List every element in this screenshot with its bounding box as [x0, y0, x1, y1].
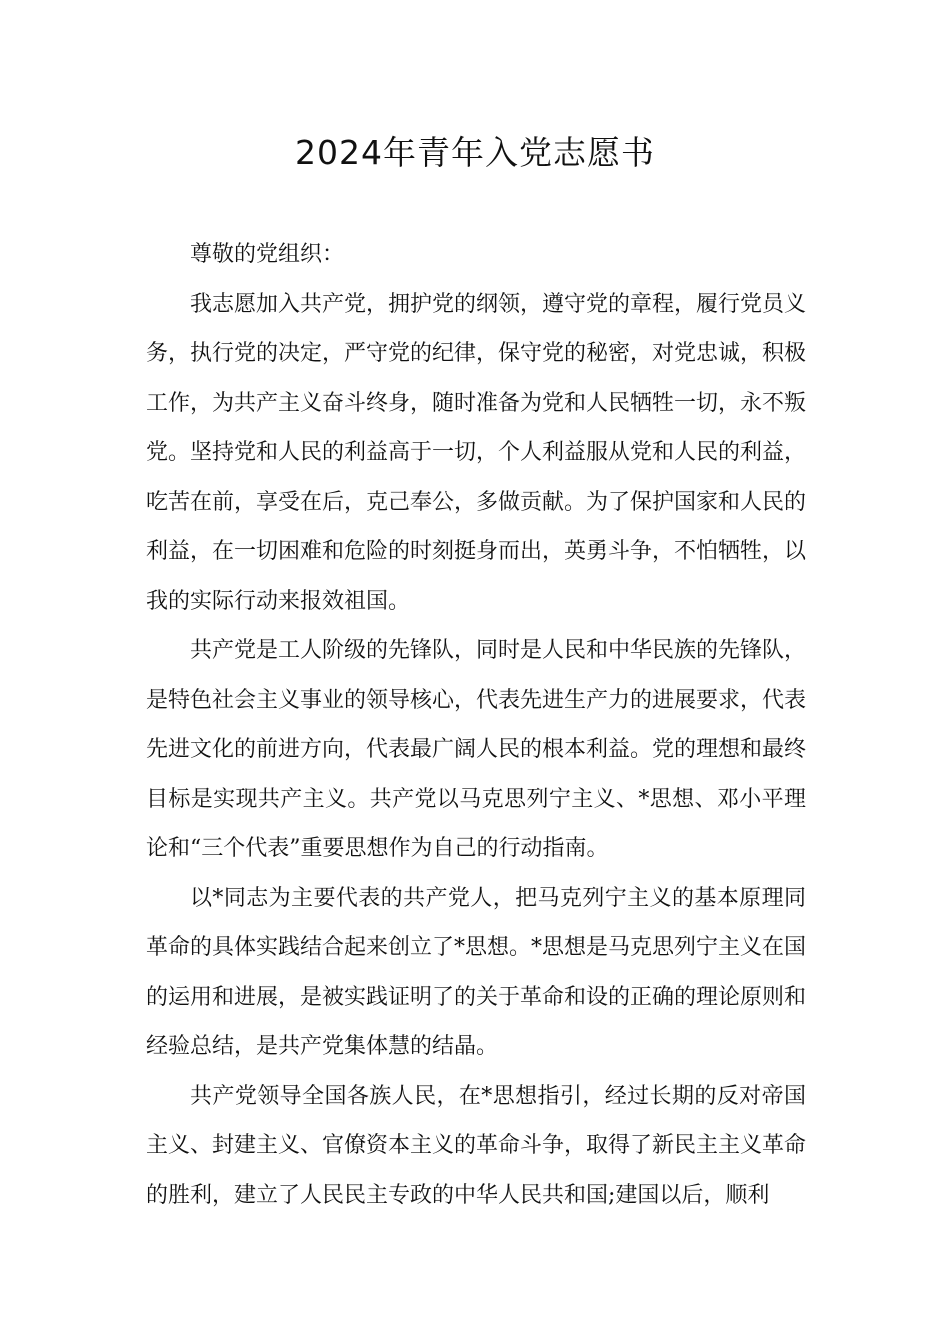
paragraph-4: 共产党领导全国各族人民，在*思想指引，经过长期的反对帝国主义、封建主义、官僚资本主义的革命斗争，取得了新民主主义革命的胜利，建立了人民民主专政的中华人民共和国;建国以后，顺利 [146, 1083, 806, 1208]
paragraph-3: 以*同志为主要代表的共产党人，把马克列宁主义的基本原理同革命的具体实践结合起来创立了*思想。*思想是马克思列宁主义在国的运用和进展，是被实践证明了的关于革命和设的正确的理论原则和经验总结，是共产党集体慧的结晶。 [146, 885, 807, 1059]
paragraph-1: 我志愿加入共产党，拥护党的纲领，遵守党的章程，履行党员义务，执行党的决定，严守党的纪律，保守党的秘密，对党忠诚，积极工作，为共产主义奋斗终身，随时准备为党和人民牺牲一切，永不叛党。坚持党和人民的利益高于一切，个人利益服从党和人民的利益，吃苦在前，享受在后，克己奉公，多做贡献。为了保护国家和人民的利益，在一切困难和危险的时刻挺身而出，英勇斗争，不怕牺牲，以我的实际行动来报效祖国。 [146, 291, 807, 614]
paragraph-2: 共产党是工人阶级的先锋队，同时是人民和中华民族的先锋队，是特色社会主义事业的领导核心，代表先进生产力的进展要求，代表先进文化的前进方向，代表最广阔人民的根本利益。党的理想和最终目标是实现共产主义。共产党以马克思列宁主义、*思想、邓小平理论和“三个代表”重要思想作为自己的行动指南。 [146, 638, 807, 861]
document-body [146, 230, 806, 1220]
document-title: 2024年青年入党志愿书 [295, 133, 655, 172]
salutation: 尊敬的党组织： [190, 242, 345, 267]
